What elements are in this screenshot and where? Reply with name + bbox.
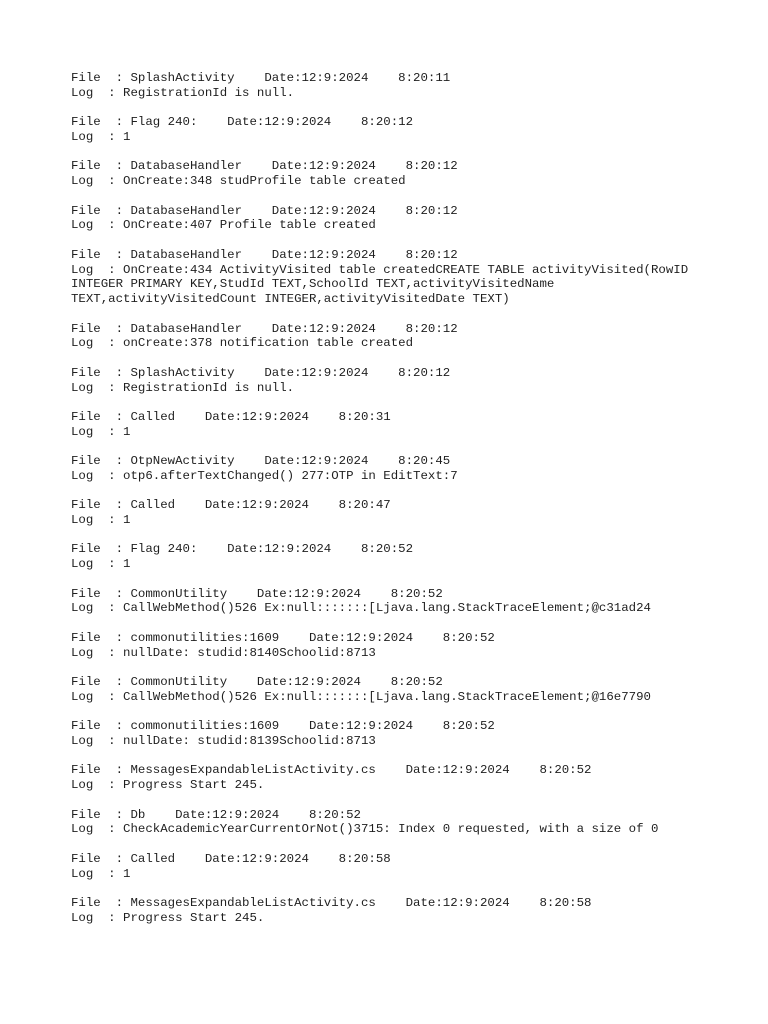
log-document bbox=[71, 71, 731, 940]
file-line: File : Db Date:12:9:2024 8:20:52 bbox=[71, 807, 361, 822]
log-entry bbox=[71, 587, 731, 617]
log-line: Log : 1 bbox=[71, 866, 131, 881]
log-entry bbox=[71, 115, 731, 145]
log-entry bbox=[71, 763, 731, 793]
file-line: File : Flag 240: Date:12:9:2024 8:20:12 bbox=[71, 115, 414, 130]
file-line: File : CommonUtility Date:12:9:2024 8:20:52 bbox=[71, 586, 443, 601]
log-line: Log : onCreate:378 notification table created bbox=[71, 336, 414, 351]
log-line: Log : CallWebMethod()526 Ex:null:::::::[Ljava.lang.StackTraceElement;@16e7790 bbox=[71, 689, 651, 704]
log-line: Log : otp6.afterTextChanged() 277:OTP in EditText:7 bbox=[71, 468, 458, 483]
log-line: Log : Progress Start 245. bbox=[71, 910, 265, 925]
file-line: File : MessagesExpandableListActivity.cs Date:12:9:2024 8:20:58 bbox=[71, 895, 592, 910]
log-line: Log : 1 bbox=[71, 129, 131, 144]
log-entry bbox=[71, 719, 731, 749]
log-entry bbox=[71, 852, 731, 882]
log-line: Log : nullDate: studid:8139Schoolid:8713 bbox=[71, 734, 376, 749]
log-entry bbox=[71, 322, 731, 352]
file-line: File : Called Date:12:9:2024 8:20:47 bbox=[71, 498, 391, 513]
log-line: Log : 1 bbox=[71, 513, 131, 528]
file-line: File : Called Date:12:9:2024 8:20:31 bbox=[71, 409, 391, 424]
log-line: Log : OnCreate:407 Profile table created bbox=[71, 218, 376, 233]
file-line: File : MessagesExpandableListActivity.cs Date:12:9:2024 8:20:52 bbox=[71, 763, 592, 778]
log-line: Log : OnCreate:434 ActivityVisited table createdCREATE TABLE activityVisited(RowID INTEGER PRIMARY KEY,StudId TEXT,SchoolId TEXT,activityVisitedName TEXT,activityVisitedCount INTEGER,activityVisitedDate TEXT) bbox=[71, 262, 696, 307]
log-entry bbox=[71, 675, 731, 705]
log-line: Log : 1 bbox=[71, 557, 131, 572]
file-line: File : Flag 240: Date:12:9:2024 8:20:52 bbox=[71, 542, 414, 557]
log-entry bbox=[71, 498, 731, 528]
file-line: File : DatabaseHandler Date:12:9:2024 8:20:12 bbox=[71, 321, 458, 336]
log-line: Log : nullDate: studid:8140Schoolid:8713 bbox=[71, 645, 376, 660]
log-entry bbox=[71, 366, 731, 396]
log-line: Log : Progress Start 245. bbox=[71, 778, 265, 793]
file-line: File : SplashActivity Date:12:9:2024 8:20:12 bbox=[71, 365, 451, 380]
file-line: File : DatabaseHandler Date:12:9:2024 8:20:12 bbox=[71, 203, 458, 218]
log-entry bbox=[71, 204, 731, 234]
log-entry bbox=[71, 410, 731, 440]
file-line: File : CommonUtility Date:12:9:2024 8:20:52 bbox=[71, 675, 443, 690]
file-line: File : DatabaseHandler Date:12:9:2024 8:20:12 bbox=[71, 159, 458, 174]
log-entry bbox=[71, 159, 731, 189]
log-entry bbox=[71, 896, 731, 926]
log-entry bbox=[71, 631, 731, 661]
file-line: File : SplashActivity Date:12:9:2024 8:20:11 bbox=[71, 71, 451, 85]
file-line: File : commonutilities:1609 Date:12:9:2024 8:20:52 bbox=[71, 719, 495, 734]
log-line: Log : RegistrationId is null. bbox=[71, 85, 295, 100]
log-entry bbox=[71, 808, 731, 838]
log-line: Log : CheckAcademicYearCurrentOrNot()3715: Index 0 requested, with a size of 0 bbox=[71, 822, 659, 837]
file-line: File : Called Date:12:9:2024 8:20:58 bbox=[71, 851, 391, 866]
file-line: File : DatabaseHandler Date:12:9:2024 8:20:12 bbox=[71, 247, 458, 262]
log-line: Log : RegistrationId is null. bbox=[71, 380, 295, 395]
log-entry bbox=[71, 542, 731, 572]
log-line: Log : 1 bbox=[71, 424, 131, 439]
log-entry bbox=[71, 71, 731, 101]
log-line: Log : OnCreate:348 studProfile table created bbox=[71, 174, 406, 189]
log-entry bbox=[71, 248, 731, 307]
file-line: File : OtpNewActivity Date:12:9:2024 8:20:45 bbox=[71, 454, 451, 469]
log-line: Log : CallWebMethod()526 Ex:null:::::::[Ljava.lang.StackTraceElement;@c31ad24 bbox=[71, 601, 651, 616]
log-entry bbox=[71, 454, 731, 484]
file-line: File : commonutilities:1609 Date:12:9:2024 8:20:52 bbox=[71, 630, 495, 645]
